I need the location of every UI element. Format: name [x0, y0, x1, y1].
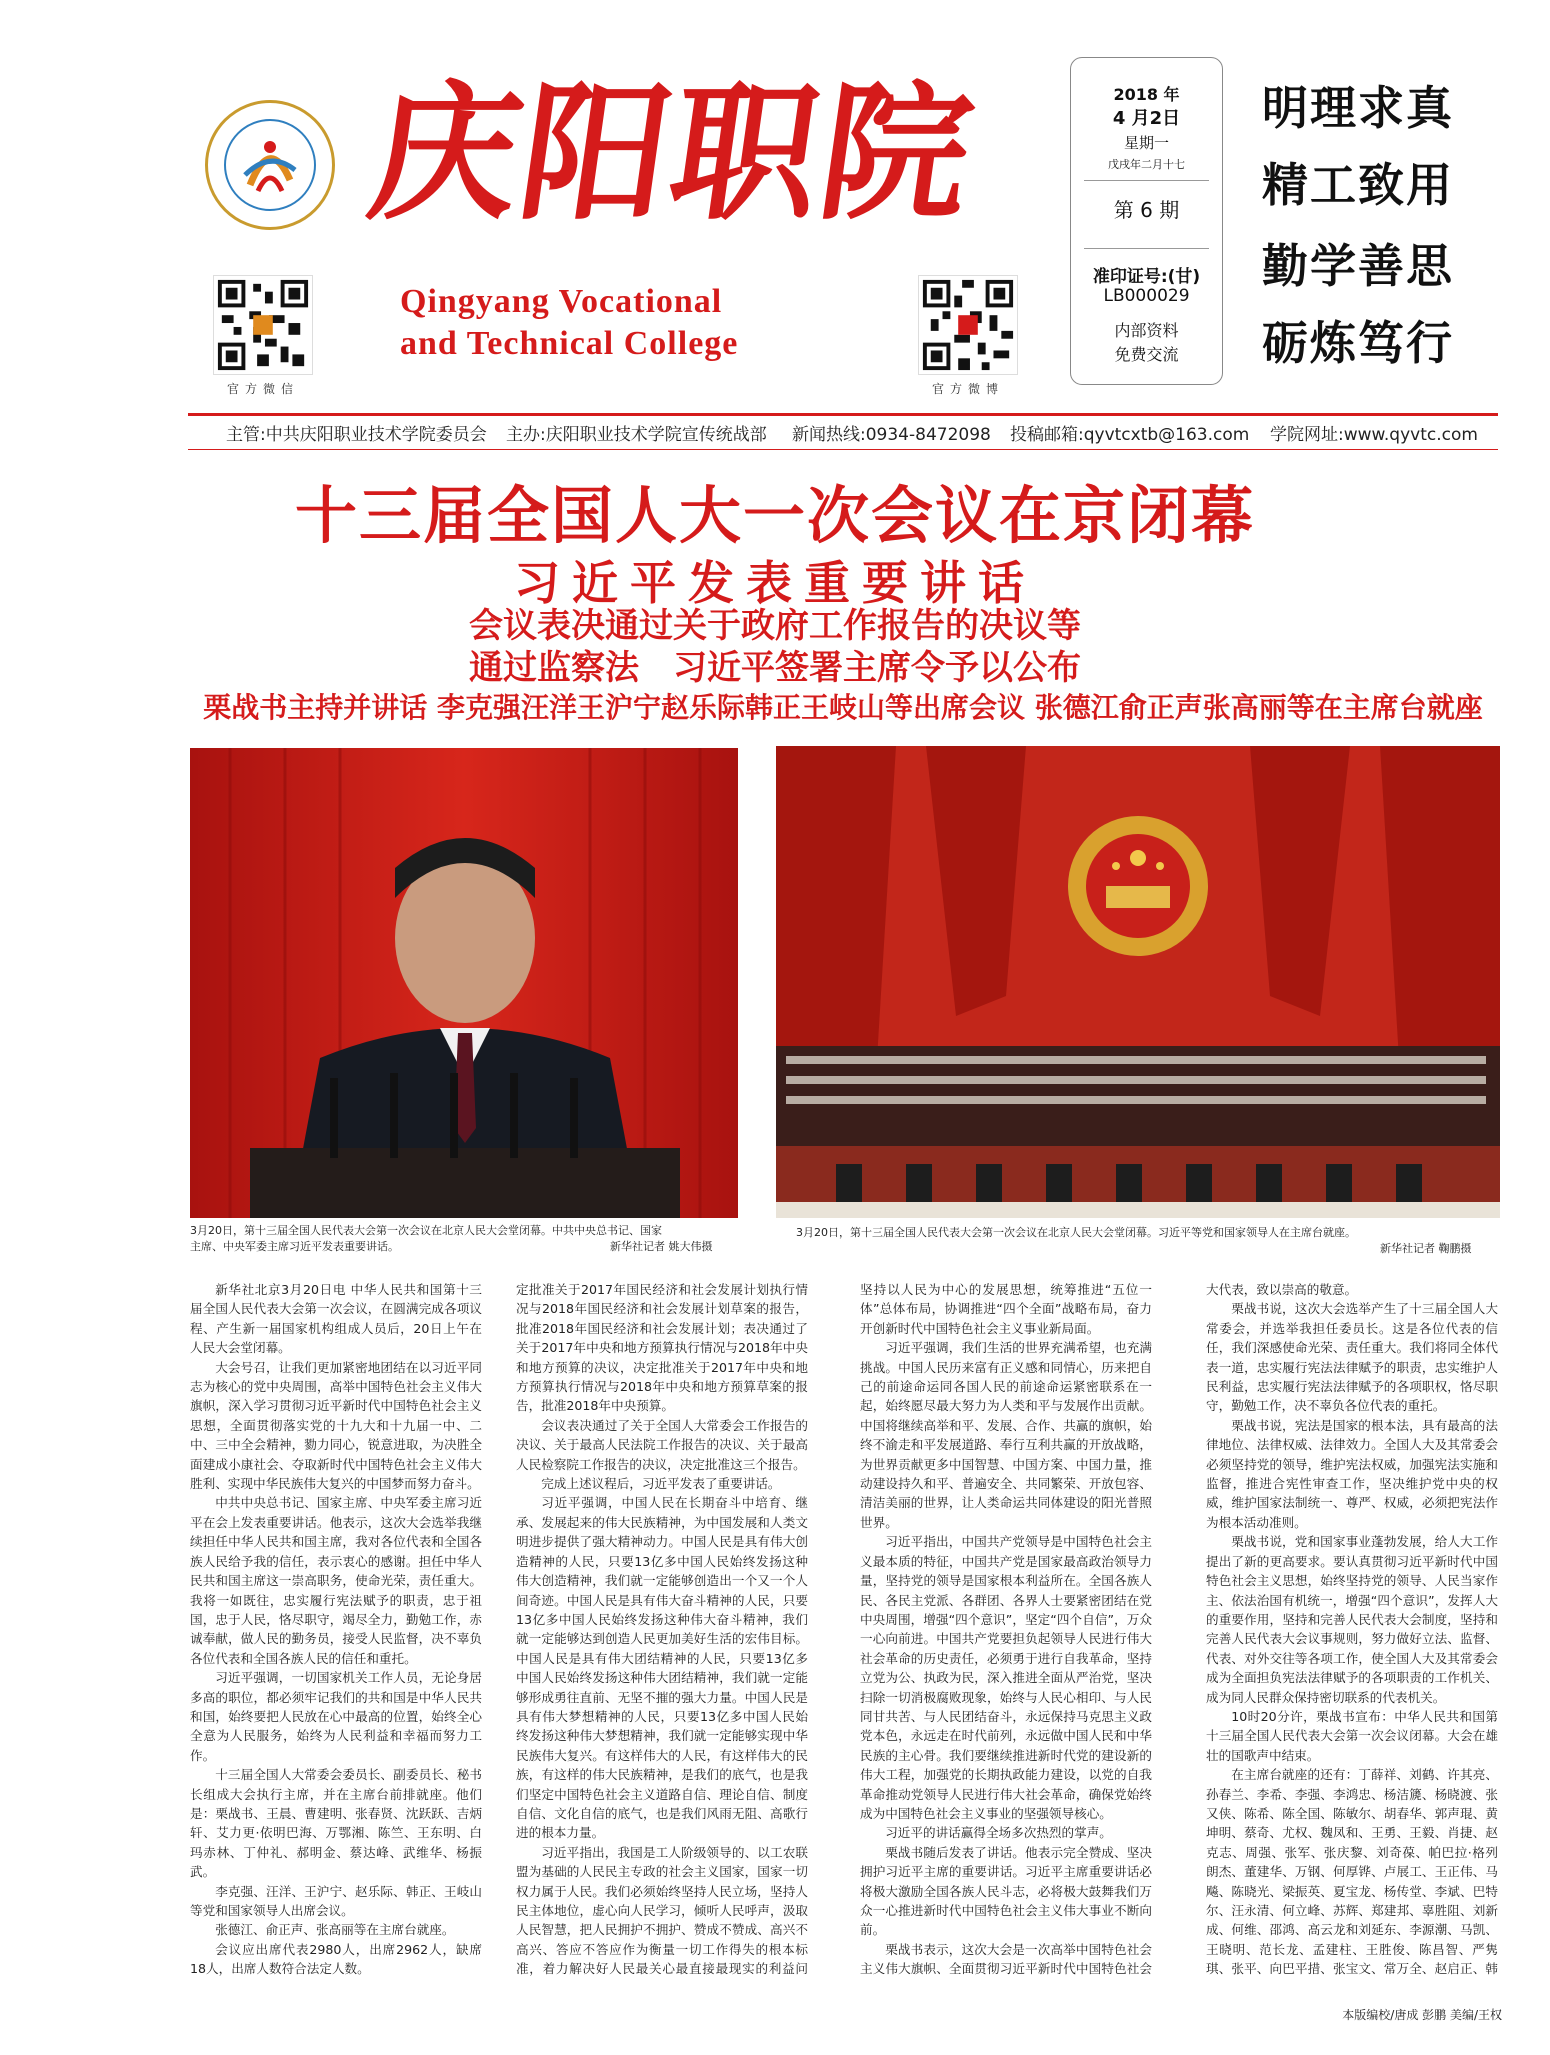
paragraph: 定批准关于2017年国民经济和社会发展计划执行情况与2018年国民经济和社会发展计划草案的报告，批准2018年国民经济和社会发展计划；表决通过了关于2017年中央和地方预算执行情况与2018年中央和地方预算的决议，决定批准关于2017年中央和地方预算执行情况与2018年中央和地方预算草案的报告，批准2018年中央预算。 [516, 1282, 808, 1414]
paragraph: 栗战书说，党和国家事业蓬勃发展，给人大工作提出了新的更高要求。要认真贯彻习近平新时代中国特色社会主义思想，始终坚持党的领导、人民当家作主、依法治国有机统一，增强“四个意识”，发挥人大的重要作用，坚持和完善人民代表大会制度，坚持和完善人民代表大会议事规则，努力做好立法、监督、代表、对外交往等各项工作，使全国人大及其常委会成为全面担负宪法法律赋予的各项职责的工作机关、成为同人民群众保持密切联系的代表机关。 [1206, 1534, 1498, 1705]
article-column-3 [860, 1280, 1152, 1980]
motto-line-4: 砺炼笃行 [1262, 316, 1454, 370]
subheadline-2: 会议表决通过关于政府工作报告的决议等 [469, 606, 1081, 646]
motto-line-2: 精工致用 [1262, 158, 1454, 212]
right-photo-credit: 新华社记者 鞠鹏摄 [1380, 1242, 1472, 1255]
paragraph: 会议应出席代表2980人，出席2962人，缺席18人，出席人数符合法定人数。 [190, 1941, 482, 1977]
paragraph: 栗战书说，宪法是国家的根本法，具有最高的法律地位、法律权威、法律效力。全国人大及其常委会必须坚持党的领导，维护宪法权威，加强宪法实施和监督，推进合宪性审查工作，坚决维护党中央的权威，维护国家法制统一、尊严、权威，必须把宪法作为根本活动准则。 [1206, 1417, 1498, 1530]
page-editor-credit: 本版编校/唐成 彭鹏 美编/王权 [1342, 2008, 1502, 2022]
paragraph: 习近平强调，我们生活的世界充满希望，也充满挑战。中国人民历来富有正义感和同情心，历来把自己的前途命运同各国人民的前途命运紧密联系在一起，始终愿尽最大努力为人类和平与发展作出贡献。中国将继续高举和平、发展、合作、共赢的旗帜，始终不渝走和平发展道路、奉行互利共赢的开放战略，为世界贡献更多中国智慧、中国方案、中国力量，推动建设持久和平、普遍安全、共同繁荣、开放包容、清洁美丽的世界，让人类命运共同体建设的阳光普照世界。 [860, 1340, 1152, 1530]
paragraph: 李克强、汪洋、王沪宁、赵乐际、韩正、王岐山等党和国家领导人出席会议。 [190, 1883, 482, 1918]
subheadline-3: 通过监察法 习近平签署主席令予以公布 [469, 648, 1081, 688]
paragraph: 坚持以人民为中心的发展思想，统筹推进“五位一体”总体布局，协调推进“四个全面”战略布局，奋力开创新时代中国特色社会主义事业新局面。 [860, 1282, 1152, 1336]
sponsor-text: 主管:中共庆阳职业技术学院委员会 [226, 425, 487, 445]
free-exchange: 免费交流 [1114, 345, 1179, 364]
article-column-2 [516, 1280, 808, 1980]
internal-material: 内部资料 [1114, 321, 1179, 340]
weibo-caption: 官方微博 [931, 382, 1004, 396]
issue-date: 4 月2日 [1112, 108, 1181, 129]
paragraph: 10时20分许，栗战书宣布：中华人民共和国第十三届全国人民代表大会第一次会议闭幕。大会在雄壮的国歌声中结束。 [1206, 1708, 1498, 1763]
article-column-4 [1206, 1280, 1498, 1980]
college-website[interactable]: 学院网址:www.qyvtc.com [1270, 425, 1478, 445]
paragraph: 大会号召，让我们更加紧密地团结在以习近平同志为核心的党中央周围，高举中国特色社会主义伟大旗帜，深入学习贯彻习近平新时代中国特色社会主义思想，全面贯彻落实党的十九大和十九届一中、二中、三中全会精神，勠力同心，锐意进取，为决胜全面建成小康社会、夺取新时代中国特色社会主义伟大胜利、实现中华民族伟大复兴的中国梦而努力奋斗。 [190, 1359, 482, 1492]
issue-box-divider-2 [1084, 248, 1209, 249]
motto-line-1: 明理求真 [1262, 81, 1454, 135]
subheadline-4: 栗战书主持并讲话 李克强汪洋王沪宁赵乐际韩正王岐山等出席会议 张德江俞正声张高丽等在主席台就座 [203, 691, 1483, 724]
subheadline-1: 习近平发表重要讲话 [514, 556, 1036, 610]
permit-number: LB000029 [1103, 286, 1190, 306]
newspaper-title: 庆阳职院 [359, 66, 985, 240]
paragraph: 会议表决通过了关于全国人大常委会工作报告的决议、关于最高人民法院工作报告的决议、关于最高人民检察院工作报告的决议，决定批准这三个报告。 [516, 1417, 808, 1472]
paragraph: 栗战书随后发表了讲话。他表示完全赞成、坚决拥护习近平主席的重要讲话。习近平主席重要讲话必将极大激励全国各族人民斗志，必将极大鼓舞我们万众一心推进新时代中国特色社会主义伟大事业不断向前。 [860, 1844, 1152, 1938]
paragraph: 中共中央总书记、国家主席、中央军委主席习近平在会上发表重要讲话。他表示，这次大会选举我继续担任中华人民共和国主席，我对各位代表和全国各族人民给予我的信任，表示衷心的感谢。担任中华人民共和国主席这一崇高职务，使命光荣，责任重大。我将一如既往，忠实履行宪法赋予的职责，忠于祖国，忠于人民，恪尽职守，竭尽全力，勤勉工作，赤诚奉献，做人民的勤务员，接受人民监督，决不辜负各位代表和全国各族人民的信任和重托。 [190, 1495, 482, 1666]
paragraph: 栗战书表示，这次大会是一次高举中国特色社会主义伟大旗帜、全面贯彻习近平新时代中国特色社会 [860, 1941, 1152, 1977]
main-headline: 十三届全国人大一次会议在京闭幕 [294, 479, 1255, 552]
paragraph: 大代表，致以崇高的敬意。 [1206, 1282, 1358, 1297]
left-photo-caption-2: 主席、中央军委主席习近平发表重要讲话。 [190, 1240, 399, 1253]
news-hotline: 新闻热线:0934-8472098 [792, 425, 991, 445]
paragraph: 习近平强调，中国人民在长期奋斗中培育、继承、发展起来的伟大民族精神，为中国发展和人类文明进步提供了强大精神动力。中国人民是具有伟大创造精神的人民，只要13亿多中国人民始终发扬这种伟大创造精神，我们就一定能够创造出一个又一个人间奇迹。中国人民是具有伟大奋斗精神的人民，只要13亿多中国人民始终发扬这种伟大奋斗精神，我们就一定能够达到创造人民更加美好生活的宏伟目标。中国人民是具有伟大团结精神的人民，只要13亿多中国人民始终发扬这种伟大团结精神，我们就一定能够形成勇往直前、无坚不摧的强大力量。中国人民是具有伟大梦想精神的人民，只要13亿多中国人民始终发扬这种伟大梦想精神，我们就一定能够实现中华民族伟大复兴。有这样伟大的人民，有这样伟大的民族，有这样的伟大民族精神，是我们的底气，也是我们坚定中国特色社会主义道路自信、理论自信、制度自信、文化自信的底气，也是我们风雨无阻、高歌行进的根本力量。 [516, 1495, 808, 1841]
wechat-qr-code[interactable] [213, 275, 313, 375]
title-english-line2: and Technical College [400, 325, 739, 362]
paragraph: 习近平指出，我国是工人阶级领导的、以工农联盟为基础的人民民主专政的社会主义国家，国家一切权力属于人民。我们必须始终坚持人民立场，坚持人民主体地位，虚心向人民学习，倾听人民呼声，汲取人民智慧，把人民拥护不拥护、赞成不赞成、高兴不高兴、答应不答应作为衡量一切工作得失的根本标准，着力解决好人民最关心最直接最现实的利益问 [516, 1844, 808, 1977]
issue-number: 第 6 期 [1113, 198, 1180, 222]
paragraph [190, 1979, 482, 1980]
paragraph: 新华社北京3月20日电 中华人民共和国第十三届全国人民代表大会第一次会议，在圆满完成各项议程、产生新一届国家机构组成人员后，20日上午在人民大会堂闭幕。 [190, 1282, 482, 1356]
issue-box-divider [1084, 180, 1209, 181]
paragraph: 栗战书说，这次大会选举产生了十三届全国人大常委会，并选举我担任委员长。这是各位代表的信任，我们深感使命光荣、责任重大。我们将同全体代表一道，忠实履行宪法法律赋予的职责，忠实维护人民利益，忠实履行宪法法律赋予的各项职权，恪尽职守，勤勉工作，决不辜负各位代表的重托。 [1206, 1301, 1498, 1414]
weibo-qr-code[interactable] [918, 275, 1018, 375]
masthead-rule-top [188, 413, 1498, 416]
organizer-text: 主办:庆阳职业技术学院宣传统战部 [506, 425, 767, 445]
paragraph: 习近平的讲话赢得全场多次热烈的掌声。 [885, 1825, 1112, 1841]
issue-lunar-date: 戊戌年二月十七 [1108, 158, 1185, 171]
motto-line-3: 勤学善思 [1262, 239, 1454, 293]
speech-photo [190, 748, 738, 1218]
paragraph: 习近平强调，一切国家机关工作人员，无论身居多高的职位，都必须牢记我们的共和国是中华人民共和国，始终要把人民放在心中最高的位置，始终全心全意为人民服务，始终为人民利益和幸福而努力工作。 [190, 1670, 482, 1763]
paragraph: 张德江、俞正声、张高丽等在主席台就座。 [215, 1922, 455, 1938]
paragraph: 习近平指出，中国共产党领导是中国特色社会主义最本质的特征，中国共产党是国家最高政治领导力量，坚持党的领导是国家根本利益所在。全国各族人民、各民主党派、各群团、各界人士要紧密团结在党中央周围，增强“四个意识”，坚定“四个自信”，万众一心向前进。中国共产党要担负起领导人民进行伟大社会革命的历史责任，必须勇于进行自我革命，坚持立党为公、执政为民，深入推进全面从严治党，坚决扫除一切消极腐败现象，始终与人民心相印、与人民同甘共苦、与人民团结奋斗，永远保持马克思主义政党本色，永远走在时代前列，永远做中国人民和中华民族的主心骨。我们要继续推进新时代党的建设新的伟大工程，加强党的长期执政能力建设，以党的自我革命推动党领导人民进行伟大社会革命，确保党始终成为中国特色社会主义事业的坚强领导核心。 [860, 1534, 1152, 1821]
issue-weekday: 星期一 [1123, 134, 1169, 152]
submission-email[interactable]: 投稿邮箱:qyvtcxtb@163.com [1010, 425, 1250, 445]
article-column-1 [190, 1280, 482, 1980]
left-photo-credit: 新华社记者 姚大伟摄 [610, 1240, 713, 1253]
wechat-caption: 官方微信 [226, 382, 299, 396]
logo-emblem-icon [230, 125, 310, 205]
masthead-rule-bottom [188, 449, 1498, 450]
issue-year: 2018 年 [1113, 85, 1180, 104]
title-english-line1: Qingyang Vocational [400, 283, 723, 320]
paragraph: 十三届全国人大常委会委员长、副委员长、秘书长组成大会执行主席，并在主席台前排就座。他们是：栗战书、王晨、曹建明、张春贤、沈跃跃、吉炳轩、艾力更·依明巴海、万鄂湘、陈竺、王东明、白玛赤林、丁仲礼、郝明金、蔡达峰、武维华、杨振武。 [190, 1767, 482, 1880]
left-photo-caption-1: 3月20日，第十三届全国人民代表大会第一次会议在北京人民大会堂闭幕。中共中央总书记、国家 [190, 1224, 662, 1237]
paragraph: 完成上述议程后，习近平发表了重要讲话。 [541, 1476, 781, 1492]
permit-label: 准印证号:(甘) [1092, 267, 1201, 287]
hall-photo [776, 746, 1500, 1218]
paragraph: 在主席台就座的还有：丁薛祥、刘鹤、许其亮、孙春兰、李希、李强、李鸿忠、杨洁篪、杨晓渡、张又侠、陈希、陈全国、陈敏尔、胡春华、郭声琨、黄坤明、蔡奇、尤权、魏凤和、王勇、王毅、肖捷、赵克志、周强、张军、张庆黎、刘奇葆、帕巴拉·格列朗杰、董建华、万钢、何厚铧、卢展工、王正伟、马飚、陈晓光、梁振英、夏宝龙、杨传堂、李斌、巴特尔、汪永清、何立峰、苏辉、郑建邦、辜胜阻、刘新成、何维、邵鸿、高云龙和刘延东、李源潮、马凯、王晓明、范长龙、孟建柱、王胜俊、陈昌智、严隽琪、张平、向巴平措、张宝文、常万全、赵启正、韩 [1206, 1767, 1498, 1977]
right-photo-caption: 3月20日，第十三届全国人民代表大会第一次会议在北京人民大会堂闭幕。习近平等党和国家领导人在主席台就座。 [796, 1226, 1356, 1239]
